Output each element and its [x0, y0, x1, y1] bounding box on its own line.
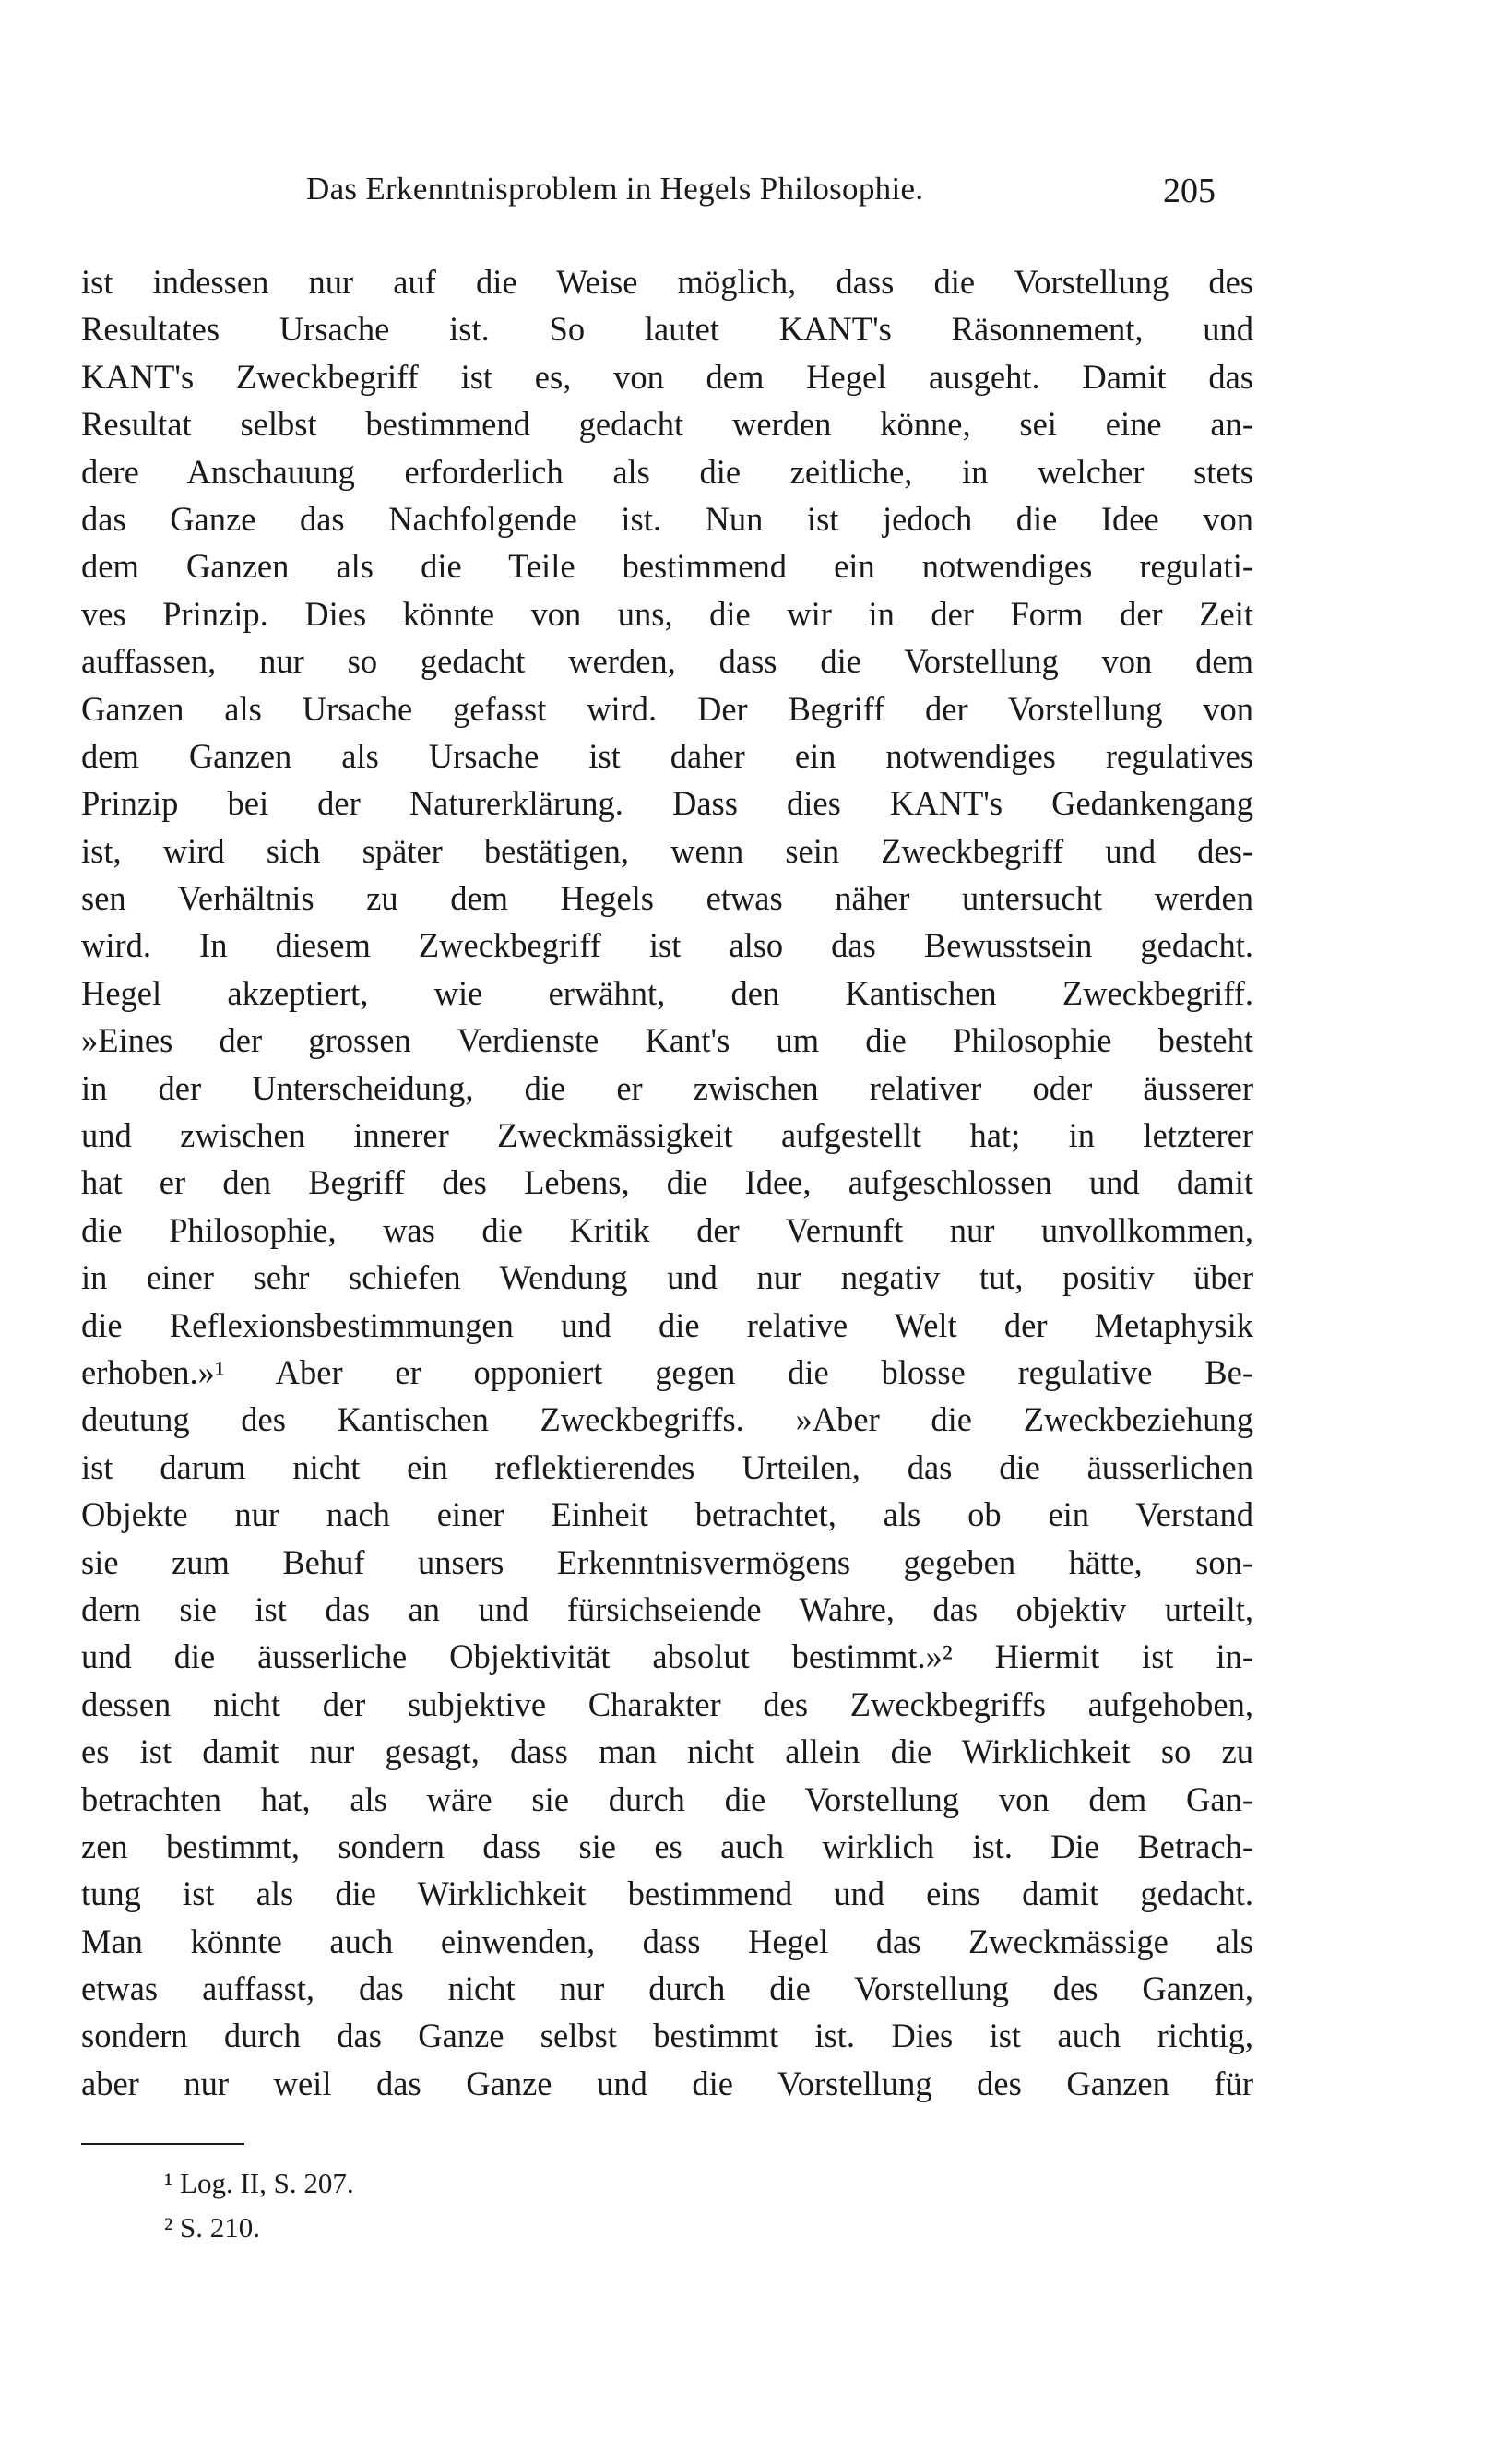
text-line: ves Prinzip. Dies könnte von uns, die wir in der Form der Zeit	[81, 594, 1253, 633]
text-line: hat er den Begriff des Lebens, die Idee, aufgeschlossen und damit	[81, 1163, 1253, 1202]
text-line: und zwischen innerer Zweckmässigkeit aufgestellt hat; in letzterer	[81, 1116, 1253, 1155]
footnote: ¹ Log. II, S. 207.	[164, 2167, 354, 2199]
text-line: dem Ganzen als die Teile bestimmend ein notwendiges regulati-	[81, 547, 1253, 586]
text-line: ist, wird sich später bestätigen, wenn sein Zweckbegriff und des-	[81, 831, 1253, 870]
text-line: die Philosophie, was die Kritik der Vernunft nur unvollkommen,	[81, 1210, 1253, 1249]
text-line: deutung des Kantischen Zweckbegriffs. »Aber die Zweckbeziehung	[81, 1400, 1253, 1439]
text-line: Man könnte auch einwenden, dass Hegel das Zweckmässige als	[81, 1922, 1253, 1960]
text-line: ist indessen nur auf die Weise möglich, dass die Vorstellung des	[81, 263, 1253, 301]
text-line: Prinzip bei der Naturerklärung. Dass dies KANT's Gedankengang	[81, 784, 1253, 823]
text-line: Hegel akzeptiert, wie erwähnt, den Kantischen Zweckbegriff.	[81, 973, 1253, 1012]
footnotes	[164, 2161, 354, 2250]
page-number: 205	[1163, 172, 1216, 210]
text-line: dere Anschauung erforderlich als die zeitliche, in welcher stets	[81, 452, 1253, 491]
text-line: sondern durch das Ganze selbst bestimmt ist. Dies ist auch richtig,	[81, 2017, 1253, 2055]
text-line: sie zum Behuf unsers Erkenntnisvermögens gegeben hätte, son-	[81, 1542, 1253, 1581]
text-line: Objekte nur nach einer Einheit betrachtet, als ob ein Verstand	[81, 1495, 1253, 1534]
text-line: in einer sehr schiefen Wendung und nur negativ tut, positiv über	[81, 1258, 1253, 1297]
text-line: betrachten hat, als wäre sie durch die Vorstellung von dem Gan-	[81, 1780, 1253, 1818]
text-line: und die äusserliche Objektivität absolut bestimmt.»² Hiermit ist in-	[81, 1637, 1253, 1676]
text-line: etwas auffasst, das nicht nur durch die Vorstellung des Ganzen,	[81, 1970, 1253, 2008]
text-line: ist darum nicht ein reflektierendes Urteilen, das die äusserlichen	[81, 1447, 1253, 1486]
text-line: dem Ganzen als Ursache ist daher ein notwendiges regulatives	[81, 736, 1253, 775]
running-header	[81, 171, 1216, 226]
text-line: »Eines der grossen Verdienste Kant's um die Philosophie besteht	[81, 1021, 1253, 1060]
text-line: Resultates Ursache ist. So lautet KANT's Räsonnement, und	[81, 310, 1253, 349]
footnote-separator	[81, 2143, 244, 2145]
text-line: es ist damit nur gesagt, dass man nicht allein die Wirklichkeit so zu	[81, 1732, 1253, 1771]
text-line: wird. In diesem Zweckbegriff ist also das Bewusstsein gedacht.	[81, 926, 1253, 965]
text-line: das Ganze das Nachfolgende ist. Nun ist jedoch die Idee von	[81, 499, 1253, 538]
footnote: ² S. 210.	[164, 2211, 261, 2244]
text-line: auffassen, nur so gedacht werden, dass die Vorstellung von dem	[81, 642, 1253, 681]
text-line: KANT's Zweckbegriff ist es, von dem Hegel ausgeht. Damit das	[81, 357, 1253, 396]
text-line: Resultat selbst bestimmend gedacht werden könne, sei eine an-	[81, 405, 1253, 444]
text-line: zen bestimmt, sondern dass sie es auch wirklich ist. Die Betrach-	[81, 1827, 1253, 1865]
text-line: dern sie ist das an und fürsichseiende Wahre, das objektiv urteilt,	[81, 1589, 1253, 1628]
running-title: Das Erkenntnisproblem in Hegels Philosophie.	[306, 171, 924, 207]
text-line: Ganzen als Ursache gefasst wird. Der Begriff der Vorstellung von	[81, 689, 1253, 728]
text-line: aber nur weil das Ganze und die Vorstellung des Ganzen für	[81, 2064, 1253, 2102]
text-line: erhoben.»¹ Aber er opponiert gegen die blosse regulative Be-	[81, 1352, 1253, 1391]
text-line: in der Unterscheidung, die er zwischen relativer oder äusserer	[81, 1068, 1253, 1107]
text-line: dessen nicht der subjektive Charakter des Zweckbegriffs aufgehoben,	[81, 1684, 1253, 1723]
text-line: tung ist als die Wirklichkeit bestimmend und eins damit gedacht.	[81, 1875, 1253, 1913]
text-line: sen Verhältnis zu dem Hegels etwas näher untersucht werden	[81, 879, 1253, 918]
body-text	[81, 258, 1253, 2107]
text-line: die Reflexionsbestimmungen und die relative Welt der Metaphysik	[81, 1305, 1253, 1344]
